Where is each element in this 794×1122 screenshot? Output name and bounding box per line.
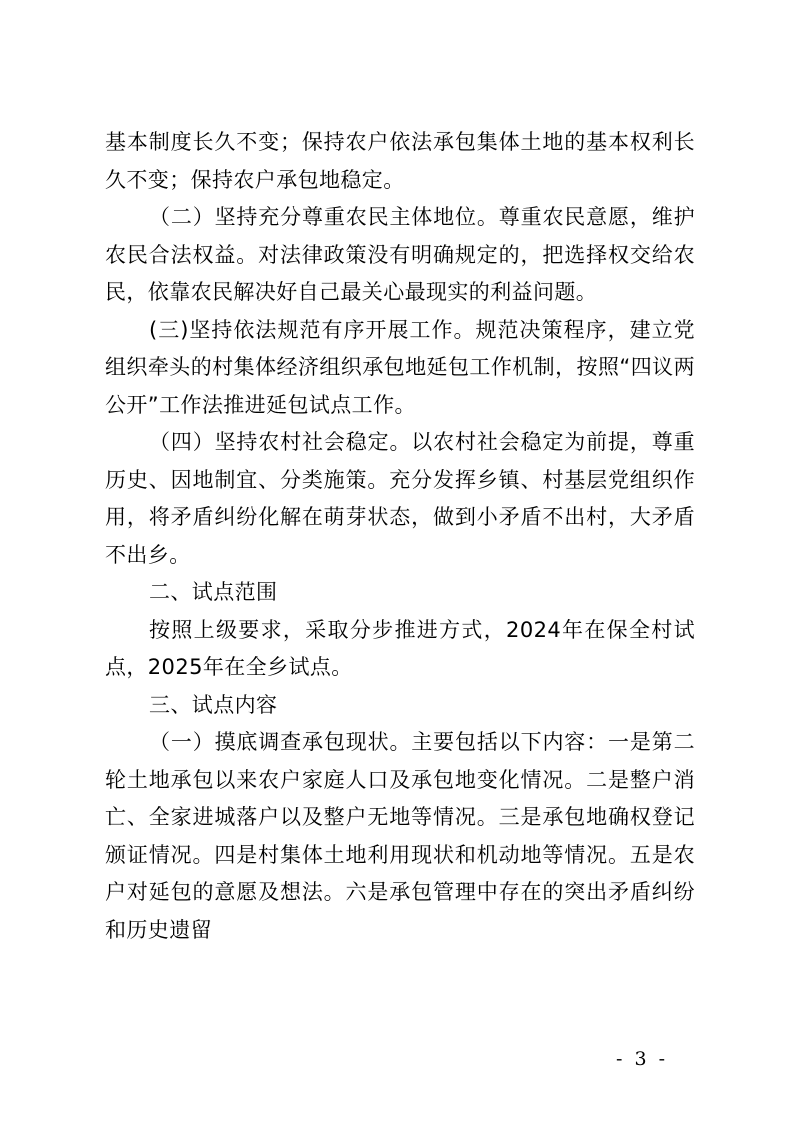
paragraph-item-2: （二）坚持充分尊重农民主体地位。尊重农民意愿，维护农民合法权益。对法律政策没有明确规定的，把选择权交给农民，依靠农民解决好自己最关心最现实的利益问题。 [105,205,695,304]
paragraph-scope: 按照上级要求，采取分步推进方式，2024年在保全村试点，2025年在全乡试点。 [105,617,695,679]
section-heading-content: 三、试点内容 [149,692,278,717]
section-heading-scope: 二、试点范围 [149,580,278,604]
paragraph-item-3: (三)坚持依法规范有序开展工作。规范决策程序，建立党组织牵头的村集体经济组织承包地延包工作机制，按照“四议两公开”工作法推进延包试点工作。 [105,317,695,417]
paragraph-item-4: （四）坚持农村社会稳定。以农村社会稳定为前提，尊重历史、因地制宜、分类施策。充分发挥乡镇、村基层党组织作用，将矛盾纠纷化解在萌芽状态，做到小矛盾不出村，大矛盾不出乡。 [105,430,695,567]
document-body [105,124,695,949]
paragraph-continuation: 基本制度长久不变；保持农户依法承包集体土地的基本权利长久不变；保持农户承包地稳定。 [105,130,695,192]
paragraph-content-1: （一）摸底调查承包现状。主要包括以下内容：一是第二轮土地承包以来农户家庭人口及承包地变化情况。二是整户消亡、全家进城落户以及整户无地等情况。三是承包地确权登记颁证情况。四是村集体土地利用现状和机动地等情况。五是农户对延包的意愿及想法。六是承包管理中存在的突出矛盾纠纷和历史遗留 [105,730,695,942]
page-number: - 3 - [616,1048,669,1070]
